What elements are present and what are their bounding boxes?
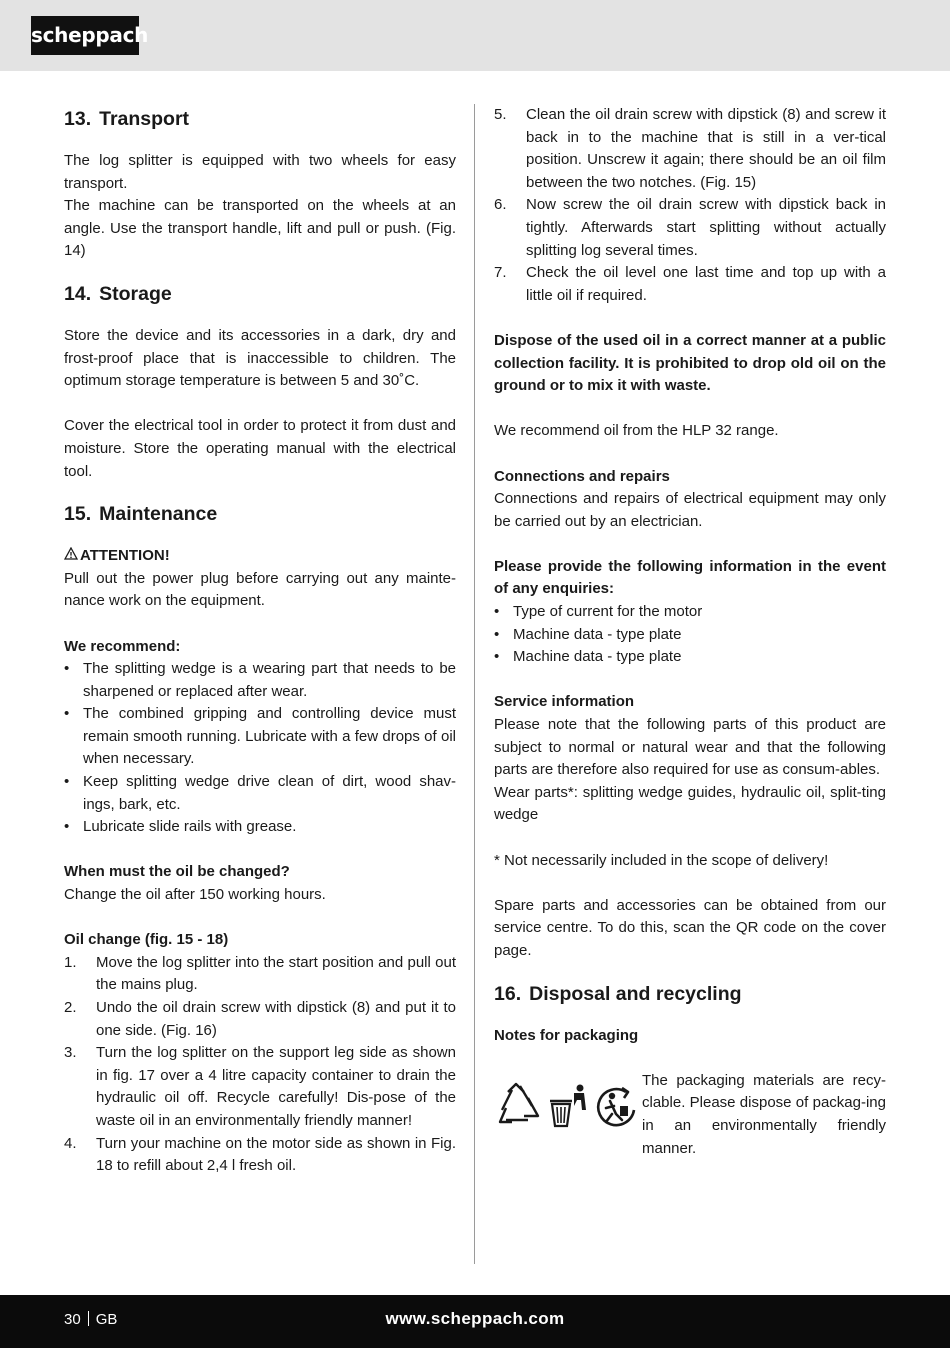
section-heading-transport: 13. Transport xyxy=(64,108,190,130)
storage-paragraph-1: Store the device and its accessories in a dark, dry and frost-proof place that is inaccessible to children. The optimum storage temperature is between 5 and 30˚C. xyxy=(64,326,456,390)
recommend-heading: We recommend: xyxy=(64,637,181,655)
oil-when-text: Change the oil after 150 working hours. xyxy=(64,886,326,904)
list-item: 5. Clean the oil drain screw with dipstick (8) and screw it back in to the machine that is still in a ver-tical position. Unscrew it again; there should be an oil film between the two notches. (Fig. 15) xyxy=(494,106,886,191)
recycling-icons xyxy=(494,1080,639,1130)
footnote-text: * Not necessarily included in the scope of delivery! xyxy=(494,851,829,869)
list-item: • The combined gripping and controlling device must remain smooth running. Lubricate with a few drops of oil when necessary. xyxy=(64,703,456,771)
recycle-icon xyxy=(500,1084,538,1122)
storage-paragraph-2: Cover the electrical tool in order to protect it from dust and moisture. Store the operating manual with the electrical tool. xyxy=(64,417,456,480)
list-item: • Machine data - type plate xyxy=(494,624,886,647)
list-item: 1. Move the log splitter into the start position and pull out the mains plug. xyxy=(64,953,456,994)
website-url[interactable]: www.scheppach.com xyxy=(385,1309,565,1328)
connections-heading: Connections and repairs xyxy=(494,467,670,485)
connections-text: Connections and repairs of electrical equipment may only be carried out by an electrician. xyxy=(494,490,886,530)
list-item: 4. Turn your machine on the motor side as shown in Fig. 18 to refill about 2,4 l fresh oil. xyxy=(64,1134,456,1175)
section-heading-maintenance: 15. Maintenance xyxy=(64,503,218,526)
list-item: 3. Turn the log splitter on the support leg side as shown in fig. 17 over a 4 litre capacity container to drain the hydraulic oil off. Recycle carefully! Dis-pose of the waste oil in an environmentally friendly manner! xyxy=(64,1044,456,1129)
list-item: • Machine data - type plate xyxy=(494,646,886,669)
packaging-heading: Notes for packaging xyxy=(494,1026,639,1044)
attention-label: ATTENTION! xyxy=(64,545,456,568)
right-column xyxy=(494,104,886,1162)
list-item: 6. Now screw the oil drain screw with dipstick back in tightly. Afterwards start splitting without actually splitting log several times. xyxy=(494,196,886,259)
packaging-notice xyxy=(494,1070,886,1162)
oil-when-heading: When must the oil be changed? xyxy=(64,863,290,881)
transport-paragraph-1: The log splitter is equipped with two wheels for easy transport. xyxy=(64,152,456,192)
transport-paragraph-2: The machine can be transported on the wheels at an angle. Use the transport handle, lift and pull or push. (Fig. 14) xyxy=(64,197,456,260)
page-number: 30 GB xyxy=(64,1311,118,1328)
footer-bar xyxy=(0,1295,950,1348)
oil-change-heading: Oil change (fig. 15 - 18) xyxy=(64,931,229,949)
wear-parts-text: Wear parts*: splitting wedge guides, hydraulic oil, split-ting wedge xyxy=(494,783,886,824)
warning-triangle-icon xyxy=(64,545,80,568)
left-column xyxy=(64,104,456,1178)
packaging-text: The packaging materials are recy-clable. Please dispose of packag-ing in an environmentally friendly manner. xyxy=(642,1071,886,1157)
section-heading-storage: 14. Storage xyxy=(64,282,172,305)
oil-change-steps-continued xyxy=(494,104,886,307)
list-item: 2. Undo the oil drain screw with dipstick (8) and put it to one side. (Fig. 16) xyxy=(64,999,456,1039)
service-text: Please note that the following parts of this product are subject to normal or natural wear and that the following parts are therefore also required for use as consum-ables. xyxy=(494,716,886,779)
recommend-list xyxy=(64,658,456,839)
enquiry-list xyxy=(494,601,886,669)
list-item: • Keep splitting wedge drive clean of dirt, wood shav-ings, bark, etc. xyxy=(64,771,456,816)
list-item: • Lubricate slide rails with grease. xyxy=(64,816,456,839)
list-item: 7. Check the oil level one last time and top up with a little oil if required. xyxy=(494,264,886,304)
section-heading-disposal: 16. Disposal and recycling xyxy=(494,982,742,1005)
bin-disposal-icon xyxy=(550,1084,586,1126)
column-divider xyxy=(474,104,475,1264)
list-item: • The splitting wedge is a wearing part that needs to be sharpened or replaced after wear. xyxy=(64,658,456,703)
header-bar xyxy=(0,0,950,71)
scheppach-logo: scheppach xyxy=(31,16,139,55)
enquiry-heading: Please provide the following information in the event of any enquiries: xyxy=(494,557,886,598)
list-item: • Type of current for the motor xyxy=(494,601,886,624)
service-heading: Service information xyxy=(494,693,635,711)
attention-text: Pull out the power plug before carrying out any mainte-nance work on the equipment. xyxy=(64,569,456,610)
recycle-person-icon xyxy=(598,1088,634,1125)
dispose-oil-notice: Dispose of the used oil in a correct manner at a public collection facility. It is prohibited to drop old oil on the ground or to mix it with waste. xyxy=(494,331,886,395)
oil-change-steps xyxy=(64,952,456,1178)
recommend-oil-text: We recommend oil from the HLP 32 range. xyxy=(494,422,779,440)
spare-parts-text: Spare parts and accessories can be obtained from our service centre. To do this, scan the QR code on the cover page. xyxy=(494,896,886,959)
